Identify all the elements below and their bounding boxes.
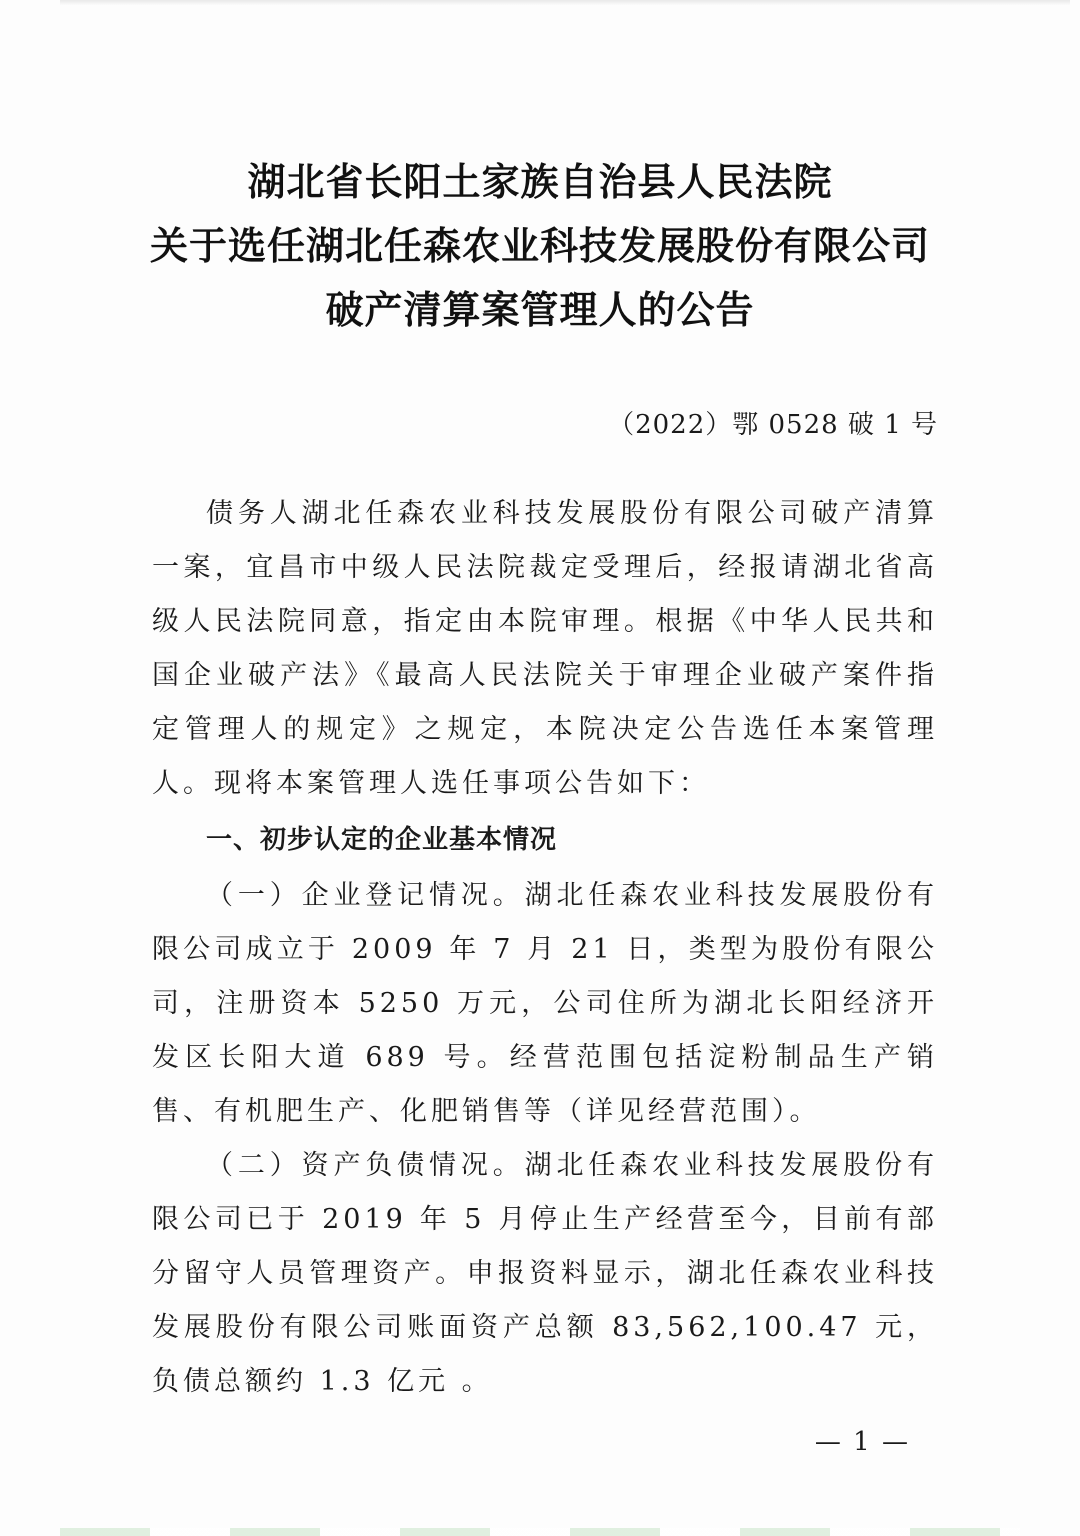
section-heading-1: 一、初步认定的企业基本情况 xyxy=(206,825,558,855)
title-line-2: 关于选任湖北任森农业科技发展股份有限公司 xyxy=(149,224,930,268)
intro-paragraph: 债务人湖北任森农业科技发展股份有限公司破产清算一案，宜昌市中级人民法院裁定受理后，经报请湖北省高级人民法院同意，指定由本院审理。根据《中华人民共和国企业破产法》《最高人民法院关于审理企业破产案件指定管理人的规定》之规定，本院决定公告选任本案管理人。现将本案管理人选任事项公告如下： xyxy=(152,498,938,799)
scan-top-edge xyxy=(60,0,1070,6)
registration-paragraph: （一）企业登记情况。湖北任森农业科技发展股份有限公司成立于 2009 年 7 月 21 日，类型为股份有限公司，注册资本 5250 万元，公司住所为湖北长阳经济开发区长阳大道 689 号。经营范围包括淀粉制品生产销售、有机肥生产、化肥销售等（详见经营范围）。 xyxy=(152,880,938,1127)
case-number: （2022）鄂 0528 破 1 号 xyxy=(608,410,938,440)
title-line-3: 破产清算案管理人的公告 xyxy=(325,288,755,332)
scan-bottom-edge xyxy=(60,1528,1020,1536)
title-line-1: 湖北省长阳土家族自治县人民法院 xyxy=(247,160,833,204)
page-number: — 1 — xyxy=(814,1427,910,1457)
assets-paragraph: （二）资产负债情况。湖北任森农业科技发展股份有限公司已于 2019 年 5 月停止生产经营至今，目前有部分留守人员管理资产。申报资料显示，湖北任森农业科技发展股份有限公司账面资产总额 83,562,100.47 元，负债总额约 1.3 亿元 。 xyxy=(152,1150,938,1397)
body-text xyxy=(152,487,938,1409)
announcement-title xyxy=(60,150,1020,342)
